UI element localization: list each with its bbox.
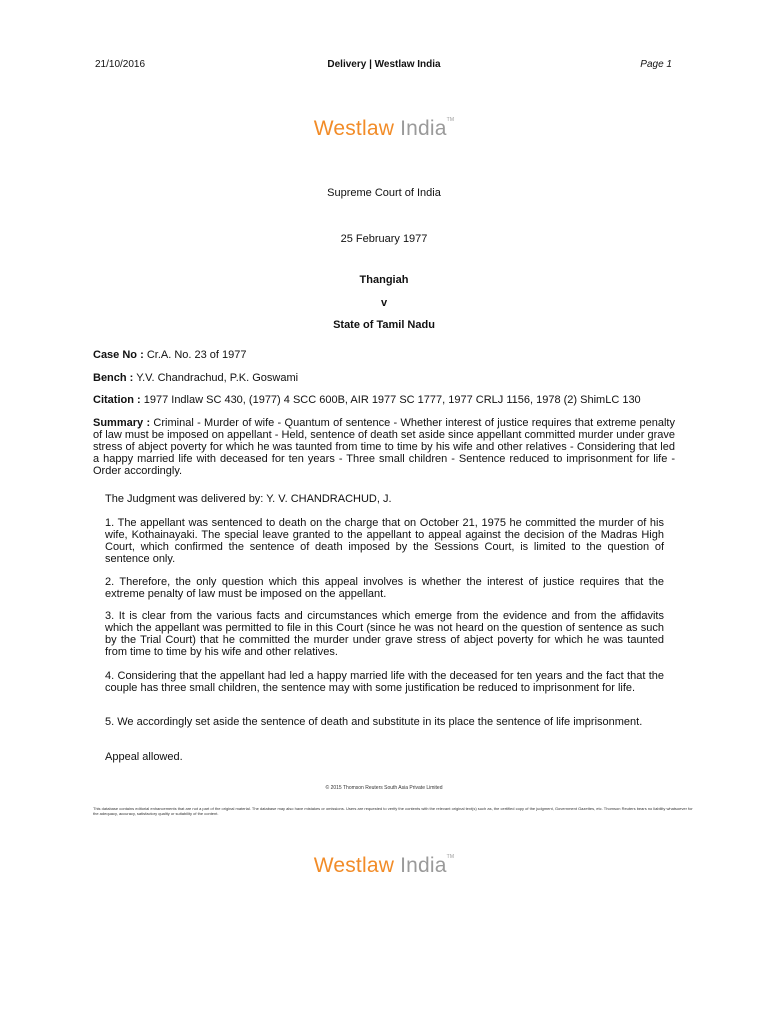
bench-label: Bench : bbox=[93, 372, 134, 384]
citation-value: 1977 Indlaw SC 430, (1977) 4 SCC 600B, AIR 1977 SC 1777, 1977 CRLJ 1156, 1978 (2) ShimLC 130 bbox=[143, 394, 641, 406]
judgment-paragraph-1: 1. The appellant was sentenced to death on the charge that on October 21, 1975 he committed the murder of his wife, Kothainayaki. The special leave granted to the appellant to appeal against the decision of the Madras High Court, which confirmed the sentence of death imposed by the Sessions Court, is limited to the question of sentence only. bbox=[105, 517, 664, 565]
summary-value: Criminal - Murder of wife - Quantum of sentence - Whether interest of justice requires that extreme penalty of law must be imposed on appellant - Held, sentence of death set aside since appellant committed murder under grave stress of abject poverty for which he was taunted from time to time by his wife and other relatives - Considering that led a happy married life with deceased for ten years - Three small children - Sentence reduced to imprisonment for life - Order accordingly. bbox=[93, 417, 675, 477]
respondent-name: State of Tamil Nadu bbox=[333, 319, 435, 331]
footer-logo-trademark: TM bbox=[446, 854, 455, 860]
judgment-paragraph-5: 5. We accordingly set aside the sentence of death and substitute in its place the sentence of life imprisonment. bbox=[105, 716, 643, 728]
copyright-notice: © 2015 Thomson Reuters South Asia Private Limited bbox=[325, 785, 443, 791]
judgment-paragraph-2: 2. Therefore, the only question which this appeal involves is whether the interest of justice requires that the extreme penalty of law must be imposed on the appellant. bbox=[105, 576, 664, 600]
case-number-value: Cr.A. No. 23 of 1977 bbox=[146, 349, 247, 361]
versus-label: v bbox=[380, 297, 388, 309]
judgment-result: Appeal allowed. bbox=[105, 751, 183, 763]
footer-logo-word-india: India bbox=[400, 854, 447, 877]
summary bbox=[93, 417, 675, 477]
case-number bbox=[93, 349, 675, 361]
bench bbox=[93, 372, 675, 384]
citation bbox=[93, 394, 675, 406]
summary-label: Summary : bbox=[93, 417, 151, 429]
petitioner-name: Thangiah bbox=[359, 274, 409, 286]
page-number: Page 1 bbox=[640, 59, 672, 70]
judgment-paragraph-3: 3. It is clear from the various facts and circumstances which emerge from the evidence and from the affidavits which the appellant was permitted to file in this Court (since he was not heard on the question of sentence as such by the Trial Court) that he committed the murder under grave stress of abject poverty for which he was taunted from time to time by his wife and other relatives. bbox=[105, 610, 664, 658]
court-name: Supreme Court of India bbox=[327, 187, 441, 199]
footer-logo-word-westlaw: Westlaw bbox=[313, 854, 395, 877]
bench-value: Y.V. Chandrachud, P.K. Goswami bbox=[136, 372, 299, 384]
judgment-paragraph-4: 4. Considering that the appellant had led a happy married life with the deceased for ten years and the fact that the couple has three small children, the sentence may with some justification be reduced to imprisonment for life. bbox=[105, 670, 664, 694]
logo-word-westlaw: Westlaw bbox=[313, 117, 395, 140]
print-date: 21/10/2016 bbox=[95, 59, 146, 70]
judgment-author: The Judgment was delivered by: Y. V. CHANDRACHUD, J. bbox=[105, 493, 392, 505]
logo-trademark: TM bbox=[446, 117, 455, 123]
logo-word-india: India bbox=[400, 117, 447, 140]
judgment-date: 25 February 1977 bbox=[340, 233, 428, 245]
print-title: Delivery | Westlaw India bbox=[327, 59, 441, 70]
westlaw-india-logo-footer bbox=[0, 854, 768, 878]
disclaimer-text: This database contains editorial enhancements that are not a part of the original material. The database may also have mistakes or omissions. Users are requested to verify the contents with the relevant original text(s) such as, the certified copy of the judgment, Government Gazettes, etc. Thomson Reuters bears no liability whatsoever for the adequacy, accuracy, satisfactory quality or suitability of the content. bbox=[93, 806, 693, 816]
case-number-label: Case No : bbox=[93, 349, 144, 361]
citation-label: Citation : bbox=[93, 394, 141, 406]
westlaw-india-logo bbox=[0, 117, 768, 141]
